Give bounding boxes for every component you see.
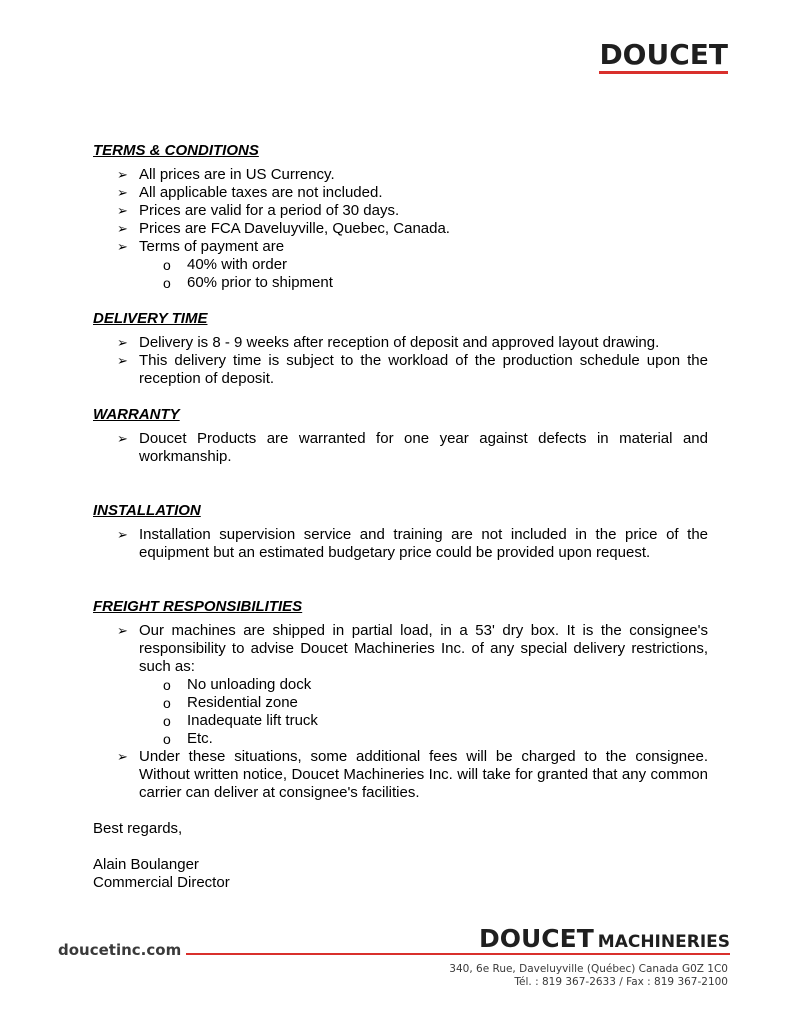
footer-address-block: [449, 963, 728, 989]
freight-title: FREIGHT RESPONSIBILITIES: [93, 598, 303, 615]
document-body: [93, 142, 708, 892]
arrow-bullet-icon: ➢: [117, 335, 128, 350]
delivery-title: DELIVERY TIME: [93, 310, 208, 327]
list-item: ➢ Doucet Products are warranted for one year against defects in material and workmanship.: [117, 430, 708, 465]
warranty-title: WARRANTY: [93, 406, 180, 423]
installation-list: [93, 526, 708, 562]
circle-bullet-icon: o: [163, 257, 171, 273]
list-item: ➢ Under these situations, some additional fees will be charged to the consignee. Without written notice, Doucet Machineries Inc. will take for granted that any common carrier can deliver at consignee's facilities.: [117, 748, 708, 801]
list-item: ➢ Prices are FCA Daveluyville, Quebec, Canada.: [117, 220, 450, 237]
signatory-role: Commercial Director: [93, 874, 230, 891]
footer-url: doucetinc.com: [58, 941, 182, 959]
arrow-bullet-icon: ➢: [117, 221, 128, 236]
logo-text: DOUCET: [599, 38, 728, 71]
arrow-bullet-icon: ➢: [117, 203, 128, 218]
terms-title: TERMS & CONDITIONS: [93, 142, 259, 159]
list-item: ➢ All prices are in US Currency.: [117, 166, 335, 183]
list-item: o Inadequate lift truck: [163, 712, 318, 729]
list-item: o 60% prior to shipment: [163, 274, 333, 291]
arrow-bullet-icon: ➢: [117, 749, 128, 764]
payment-terms-list: [139, 256, 708, 292]
list-item: ➢ Terms of payment are o 40% with order o 60% prior to shipment: [117, 238, 708, 292]
list-item: ➢ Prices are valid for a period of 30 days.: [117, 202, 400, 219]
signatory-name: Alain Boulanger: [93, 856, 199, 873]
circle-bullet-icon: o: [163, 731, 171, 747]
list-item: ➢ All applicable taxes are not included.: [117, 184, 383, 201]
delivery-list: [93, 334, 708, 388]
freight-list: [93, 622, 708, 802]
arrow-bullet-icon: ➢: [117, 239, 128, 254]
footer-brand: [479, 924, 730, 953]
installation-title: INSTALLATION: [93, 502, 201, 519]
arrow-bullet-icon: ➢: [117, 431, 128, 446]
warranty-list: [93, 430, 708, 466]
logo-underline: [599, 71, 728, 74]
circle-bullet-icon: o: [163, 713, 171, 729]
arrow-bullet-icon: ➢: [117, 623, 128, 638]
restrictions-list: [139, 676, 708, 748]
arrow-bullet-icon: ➢: [117, 167, 128, 182]
list-item: ➢ Installation supervision service and training are not included in the price of the equipment but an estimated budgetary price could be provided upon request.: [117, 526, 708, 561]
list-item: o Residential zone: [163, 694, 298, 711]
footer-divider: [186, 953, 730, 955]
circle-bullet-icon: o: [163, 677, 171, 693]
circle-bullet-icon: o: [163, 695, 171, 711]
header-logo: [599, 40, 728, 74]
list-item: ➢ Our machines are shipped in partial load, in a 53' dry box. It is the consignee's responsibility to advise Doucet Machineries Inc. of any special delivery restrictions, such as: o No unloading dock o Residential zone o Inadequate lift truck o Etc.: [117, 622, 708, 747]
greeting: Best regards,: [93, 820, 183, 837]
footer-address: 340, 6e Rue, Daveluyville (Québec) Canada G0Z 1C0: [449, 963, 728, 975]
list-item: o 40% with order: [163, 256, 288, 273]
list-item: ➢ This delivery time is subject to the workload of the production schedule upon the reception of deposit.: [117, 352, 708, 387]
list-item: ➢ Delivery is 8 - 9 weeks after reception of deposit and approved layout drawing.: [117, 334, 660, 351]
footer-phone: Tél. : 819 367-2633 / Fax : 819 367-2100: [514, 976, 728, 988]
footer-brand-main: DOUCET: [478, 924, 594, 953]
terms-list: [93, 166, 708, 292]
arrow-bullet-icon: ➢: [117, 353, 128, 368]
footer-brand-sub: MACHINERIES: [597, 932, 730, 952]
arrow-bullet-icon: ➢: [117, 185, 128, 200]
arrow-bullet-icon: ➢: [117, 527, 128, 542]
list-item: o Etc.: [163, 730, 213, 747]
list-item: o No unloading dock: [163, 676, 312, 693]
circle-bullet-icon: o: [163, 275, 171, 291]
